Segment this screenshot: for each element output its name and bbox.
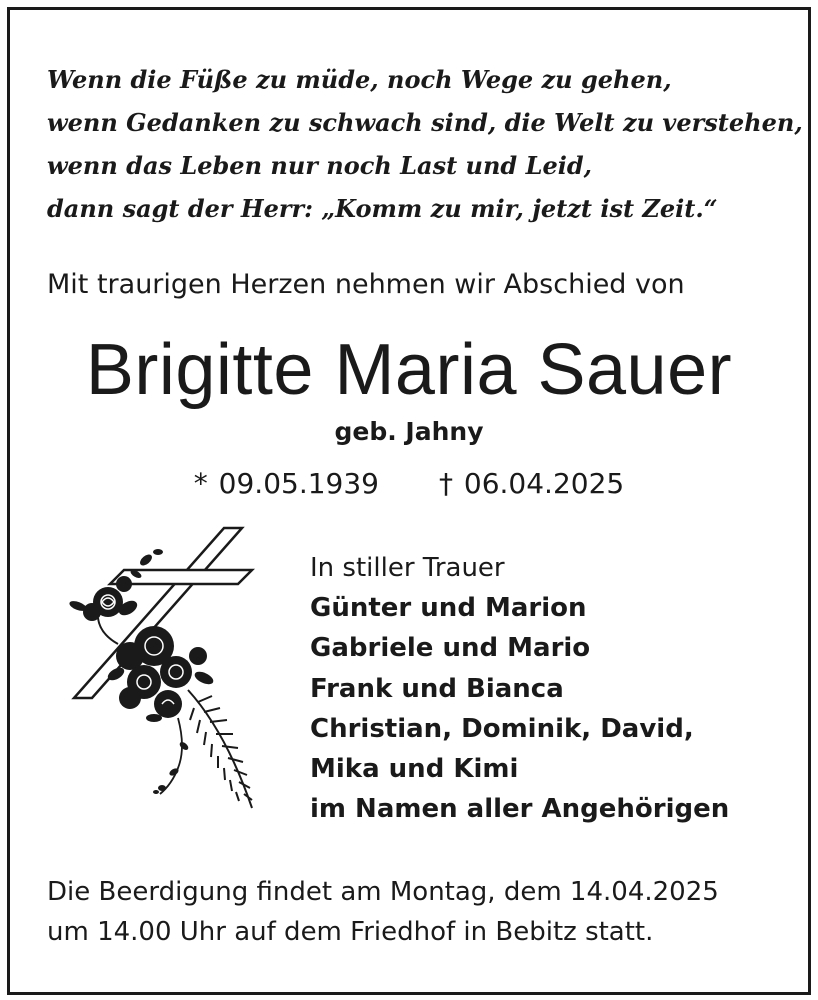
mourner-family: Gabriele und Mario bbox=[310, 633, 591, 664]
cross-with-roses-icon bbox=[58, 522, 264, 814]
mourners-block bbox=[310, 548, 790, 829]
funeral-notice bbox=[47, 872, 787, 952]
poem-line: wenn das Leben nur noch Last und Leid, bbox=[47, 151, 592, 180]
mourner-family: Christian, Dominik, David, bbox=[310, 713, 694, 744]
deceased-name: Brigitte Maria Sauer bbox=[85, 330, 733, 410]
poem bbox=[47, 58, 803, 230]
mourner-family: Günter und Marion bbox=[310, 593, 587, 624]
poem-line: wenn Gedanken zu schwach sind, die Welt zu verstehen, bbox=[47, 108, 803, 137]
mourner-family: Mika und Kimi bbox=[310, 754, 519, 785]
funeral-line: Die Beerdigung findet am Montag, dem 14.04.2025 bbox=[47, 877, 719, 907]
birth-date: * 09.05.1939 bbox=[193, 467, 379, 500]
death-date: † 06.04.2025 bbox=[439, 467, 625, 500]
mourning-intro: In stiller Trauer bbox=[310, 553, 505, 583]
life-dates bbox=[0, 464, 818, 504]
mourner-family: Frank und Bianca bbox=[310, 673, 564, 704]
funeral-line: um 14.00 Uhr auf dem Friedhof in Bebitz statt. bbox=[47, 917, 654, 947]
poem-line: Wenn die Füße zu müde, noch Wege zu gehen, bbox=[47, 65, 672, 94]
maiden-name: geb. Jahny bbox=[334, 417, 484, 446]
mourner-family: im Namen aller Angehörigen bbox=[310, 794, 730, 825]
poem-line: dann sagt der Herr: „Komm zu mir, jetzt ist Zeit.“ bbox=[47, 194, 718, 223]
intro-text: Mit traurigen Herzen nehmen wir Abschied von bbox=[47, 269, 685, 300]
